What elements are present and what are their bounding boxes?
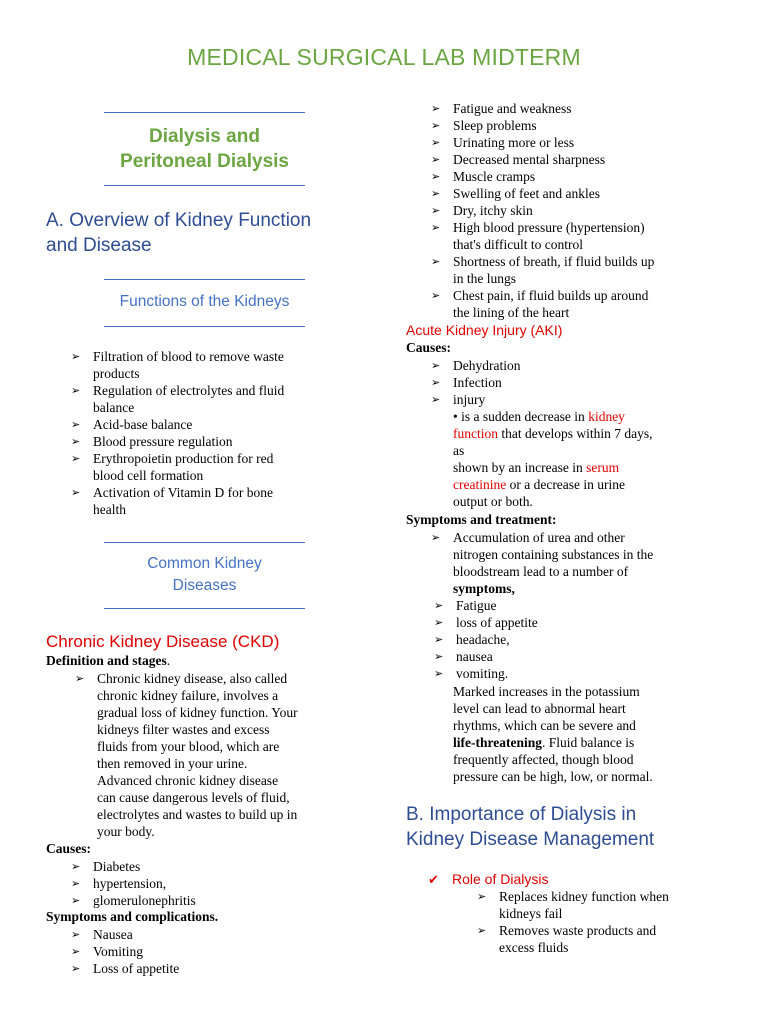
functions-title: Functions of the Kidneys bbox=[119, 293, 290, 310]
arrowhead-bullet-icon: ➢ bbox=[71, 384, 81, 397]
arrowhead-bullet-icon: ➢ bbox=[431, 359, 441, 372]
list-item bbox=[431, 202, 753, 219]
arrowhead-bullet-icon: ➢ bbox=[431, 531, 441, 544]
text-line: nitrogen containing substances in the bbox=[453, 547, 654, 562]
arrowhead-bullet-icon: ➢ bbox=[71, 860, 81, 873]
list-item bbox=[431, 391, 703, 408]
potassium-text: Marked increases in the potassium level can lead to abnormal heart rhythms, which can be severe and life-threatening. Fluid balance is frequently affected, though blood pressure can be high, low, or normal. bbox=[453, 684, 653, 784]
list-item-text: Erythropoietin production for red bbox=[93, 451, 274, 466]
list-item-text: the lining of the heart bbox=[453, 305, 570, 320]
arrowhead-bullet-icon: ➢ bbox=[434, 616, 444, 629]
causes-label: Causes: bbox=[46, 841, 92, 856]
arrowhead-bullet-icon: ➢ bbox=[71, 945, 81, 958]
list-item-text: blood cell formation bbox=[93, 468, 204, 483]
arrowhead-bullet-icon: ➢ bbox=[75, 672, 85, 685]
divider bbox=[104, 326, 305, 327]
list-item bbox=[71, 450, 363, 484]
checkmark-icon: ✔ bbox=[428, 873, 439, 888]
arrowhead-bullet-icon: ➢ bbox=[434, 667, 444, 680]
list-item bbox=[71, 484, 363, 518]
list-item-text: hypertension, bbox=[93, 876, 167, 891]
list-item bbox=[71, 943, 343, 960]
list-item-text: High blood pressure (hypertension) bbox=[453, 220, 645, 235]
heading-a: A. Overview of Kidney Function and Disease bbox=[46, 210, 312, 256]
arrowhead-bullet-icon: ➢ bbox=[71, 928, 81, 941]
list-item bbox=[431, 374, 703, 391]
list-item-text: nausea bbox=[456, 649, 493, 664]
text-line: chronic kidney failure, involves a bbox=[97, 688, 279, 703]
arrowhead-bullet-icon: ➢ bbox=[71, 418, 81, 431]
list-item-text: Fatigue bbox=[456, 598, 497, 613]
arrowhead-bullet-icon: ➢ bbox=[71, 452, 81, 465]
list-item-text: Acid-base balance bbox=[93, 417, 193, 432]
definition-label: Definition and stages. bbox=[46, 653, 171, 668]
list-item-text: health bbox=[93, 502, 126, 517]
arrowhead-bullet-icon: ➢ bbox=[431, 136, 441, 149]
list-item bbox=[477, 922, 749, 956]
text-line: Advanced chronic kidney disease bbox=[97, 773, 279, 788]
arrowhead-bullet-icon: ➢ bbox=[431, 187, 441, 200]
divider bbox=[104, 542, 305, 543]
symptoms-continued-list bbox=[431, 100, 753, 321]
arrowhead-bullet-icon: ➢ bbox=[431, 102, 441, 115]
list-item bbox=[71, 926, 343, 943]
arrowhead-bullet-icon: ➢ bbox=[431, 289, 441, 302]
list-item-text: headache, bbox=[456, 632, 510, 647]
list-item-text: products bbox=[93, 366, 140, 381]
text-line: your body. bbox=[97, 824, 155, 839]
arrowhead-bullet-icon: ➢ bbox=[434, 599, 444, 612]
list-item-text: injury bbox=[453, 392, 486, 407]
list-item bbox=[431, 100, 753, 117]
list-item bbox=[431, 287, 753, 321]
list-item-text: loss of appetite bbox=[456, 615, 538, 630]
arrowhead-bullet-icon: ➢ bbox=[431, 255, 441, 268]
list-item bbox=[431, 253, 753, 287]
divider bbox=[104, 112, 305, 113]
symptoms-label: Symptoms and complications. bbox=[46, 909, 219, 924]
arrowhead-bullet-icon: ➢ bbox=[71, 877, 81, 890]
page-title: MEDICAL SURGICAL LAB MIDTERM bbox=[187, 44, 581, 70]
definition-text bbox=[97, 670, 367, 840]
divider bbox=[104, 279, 305, 280]
list-item-text: vomiting. bbox=[456, 666, 509, 681]
list-item bbox=[71, 960, 343, 977]
arrowhead-bullet-icon: ➢ bbox=[434, 650, 444, 663]
list-item-text: Dry, itchy skin bbox=[453, 203, 533, 218]
arrowhead-bullet-icon: ➢ bbox=[477, 890, 487, 903]
list-item bbox=[431, 357, 703, 374]
list-item bbox=[434, 597, 706, 614]
arrowhead-bullet-icon: ➢ bbox=[431, 204, 441, 217]
list-item bbox=[434, 614, 706, 631]
arrowhead-bullet-icon: ➢ bbox=[431, 221, 441, 234]
role-of-dialysis-label: Role of Dialysis bbox=[452, 871, 549, 887]
text-line: can cause dangerous levels of fluid, bbox=[97, 790, 290, 805]
list-item-text: Chest pain, if fluid builds up around bbox=[453, 288, 649, 303]
list-item bbox=[434, 648, 706, 665]
text-line: fluids from your blood, which are bbox=[97, 739, 280, 754]
list-item-text: Decreased mental sharpness bbox=[453, 152, 606, 167]
list-item-text: Dehydration bbox=[453, 358, 521, 373]
aki-causes-list bbox=[431, 357, 703, 408]
list-item bbox=[431, 134, 753, 151]
arrowhead-bullet-icon: ➢ bbox=[477, 924, 487, 937]
role-items-list bbox=[477, 888, 749, 956]
list-item-text: Replaces kidney function when bbox=[499, 889, 669, 904]
ckd-causes-list bbox=[71, 858, 343, 909]
list-item-text: Filtration of blood to remove waste bbox=[93, 349, 284, 364]
text-line: Chronic kidney disease, also called bbox=[97, 671, 288, 686]
divider bbox=[104, 185, 305, 186]
arrowhead-bullet-icon: ➢ bbox=[71, 894, 81, 907]
list-item bbox=[434, 665, 706, 682]
list-item-text: balance bbox=[93, 400, 135, 415]
text-line: bloodstream lead to a number of bbox=[453, 564, 629, 579]
text-line: electrolytes and wastes to build up in bbox=[97, 807, 298, 822]
list-item bbox=[434, 631, 706, 648]
list-item-text: Blood pressure regulation bbox=[93, 434, 233, 449]
list-item-text: Swelling of feet and ankles bbox=[453, 186, 600, 201]
list-item-text: Urinating more or less bbox=[453, 135, 575, 150]
list-item-text: Loss of appetite bbox=[93, 961, 180, 976]
list-item-text: kidneys fail bbox=[499, 906, 563, 921]
list-item bbox=[431, 151, 753, 168]
arrowhead-bullet-icon: ➢ bbox=[431, 119, 441, 132]
diseases-title: Common Kidney Diseases bbox=[147, 555, 262, 594]
list-item bbox=[431, 185, 753, 202]
list-item-text: Shortness of breath, if fluid builds up bbox=[453, 254, 655, 269]
aki-definition: • is a sudden decrease in kidney function that develops within 7 days, as shown by an increase in serum creatinine or a decrease in urine output or both. bbox=[453, 409, 653, 509]
arrowhead-bullet-icon: ➢ bbox=[431, 376, 441, 389]
divider bbox=[104, 608, 305, 609]
list-item-text: Nausea bbox=[93, 927, 133, 942]
list-item bbox=[431, 219, 753, 253]
section-title: Dialysis and Peritoneal Dialysis bbox=[120, 126, 289, 172]
text-line: then removed in your urine. bbox=[97, 756, 248, 771]
list-item bbox=[71, 416, 363, 433]
aki-causes-label: Causes: bbox=[406, 340, 452, 355]
list-item bbox=[71, 433, 363, 450]
list-item-text: Sleep problems bbox=[453, 118, 537, 133]
list-item bbox=[71, 348, 363, 382]
heading-b: B. Importance of Dialysis in Kidney Disease Management bbox=[406, 804, 655, 850]
arrowhead-bullet-icon: ➢ bbox=[431, 170, 441, 183]
list-item bbox=[477, 888, 749, 922]
list-item-text: excess fluids bbox=[499, 940, 569, 955]
list-item-text: glomerulonephritis bbox=[93, 893, 196, 908]
functions-list bbox=[71, 348, 363, 518]
arrowhead-bullet-icon: ➢ bbox=[71, 962, 81, 975]
symptoms-bold: symptoms, bbox=[453, 581, 515, 596]
arrowhead-bullet-icon: ➢ bbox=[71, 350, 81, 363]
list-item bbox=[71, 875, 343, 892]
aki-symptoms-list bbox=[434, 597, 706, 682]
ckd-symptoms-list bbox=[71, 926, 343, 977]
aki-heading: Acute Kidney Injury (AKI) bbox=[406, 322, 563, 338]
list-item bbox=[71, 858, 343, 875]
text-line: gradual loss of kidney function. Your bbox=[97, 705, 298, 720]
list-item bbox=[431, 168, 753, 185]
list-item bbox=[71, 382, 363, 416]
list-item-text: Regulation of electrolytes and fluid bbox=[93, 383, 285, 398]
arrowhead-bullet-icon: ➢ bbox=[434, 633, 444, 646]
list-item-text: Removes waste products and bbox=[499, 923, 657, 938]
accumulation-text bbox=[453, 529, 753, 580]
symptoms-treatment-label: Symptoms and treatment: bbox=[406, 512, 557, 527]
list-item bbox=[71, 892, 343, 909]
arrowhead-bullet-icon: ➢ bbox=[431, 153, 441, 166]
text-line: Accumulation of urea and other bbox=[453, 530, 625, 545]
arrowhead-bullet-icon: ➢ bbox=[431, 393, 441, 406]
list-item bbox=[431, 117, 753, 134]
ckd-heading: Chronic Kidney Disease (CKD) bbox=[46, 632, 280, 651]
list-item-text: that's difficult to control bbox=[453, 237, 584, 252]
list-item-text: Diabetes bbox=[93, 859, 141, 874]
list-item-text: in the lungs bbox=[453, 271, 516, 286]
list-item-text: Infection bbox=[453, 375, 502, 390]
arrowhead-bullet-icon: ➢ bbox=[71, 435, 81, 448]
text-line: kidneys filter wastes and excess bbox=[97, 722, 270, 737]
list-item-text: Vomiting bbox=[93, 944, 144, 959]
list-item-text: Muscle cramps bbox=[453, 169, 536, 184]
list-item-text: Activation of Vitamin D for bone bbox=[93, 485, 274, 500]
list-item-text: Fatigue and weakness bbox=[453, 101, 572, 116]
arrowhead-bullet-icon: ➢ bbox=[71, 486, 81, 499]
